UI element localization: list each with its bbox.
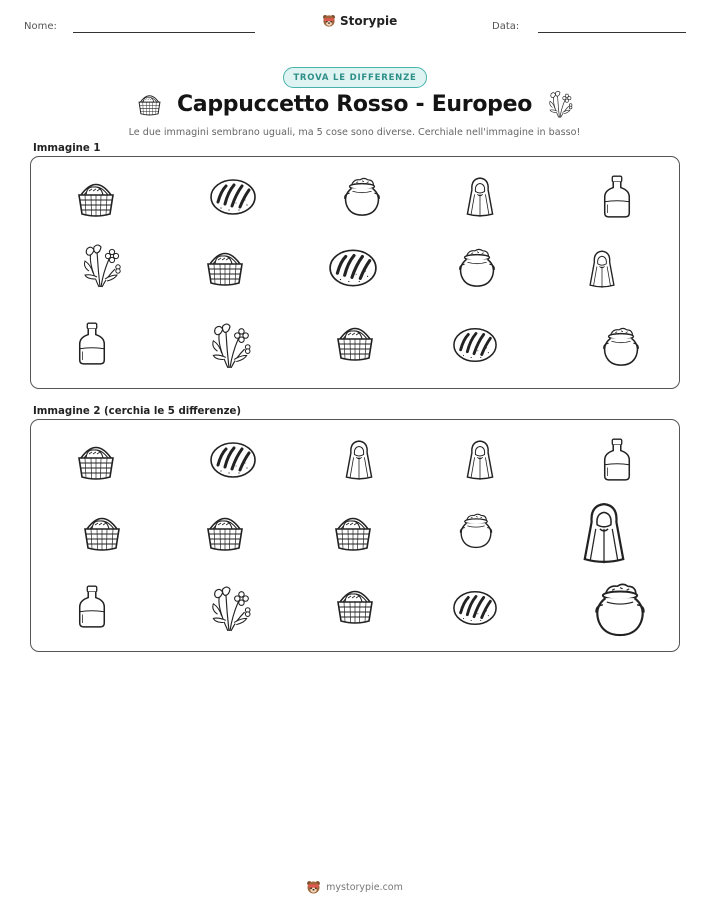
name-label: Nome: [24, 21, 57, 32]
cloak-icon[interactable] [341, 436, 377, 484]
bottle-icon[interactable] [600, 436, 634, 484]
basket-icon[interactable] [331, 508, 375, 556]
flowers-icon [546, 90, 574, 120]
pot-icon [341, 175, 383, 219]
basket-icon [203, 243, 247, 291]
basket-icon[interactable] [203, 508, 247, 556]
basket-icon [74, 175, 118, 221]
bottle-icon[interactable] [75, 582, 109, 632]
panel-a-label: Immagine 1 [33, 143, 101, 154]
instructions: Le due immagini sembrano uguali, ma 5 cose sono diverse. Cerchiale nell'immagine in basso! [128, 127, 581, 138]
cloak-icon[interactable] [462, 436, 498, 484]
brand-name: Storypie [340, 14, 398, 28]
basket-icon[interactable] [333, 582, 377, 628]
image-panel-modified[interactable] [30, 419, 680, 652]
bread-icon[interactable] [209, 440, 257, 480]
basket-icon[interactable] [80, 508, 124, 556]
panel-b-label: Immagine 2 (cerchia le 5 differenze) [33, 406, 242, 417]
bread-icon[interactable] [452, 588, 498, 628]
flowers-icon [79, 243, 123, 291]
basket-icon [333, 319, 377, 365]
pot-icon [600, 323, 642, 371]
flowers-icon[interactable] [207, 585, 253, 635]
date-label: Data: [492, 21, 520, 32]
activity-badge: TROVA LE DIFFERENZE [283, 67, 427, 88]
date-line[interactable] [538, 32, 686, 33]
cloak-icon [585, 245, 619, 293]
bottle-icon [75, 319, 109, 369]
cloak-icon[interactable] [576, 500, 632, 566]
footer [0, 880, 709, 895]
brand-logo [322, 14, 397, 28]
footer-url[interactable]: mystorypie.com [326, 882, 403, 893]
bread-icon [452, 325, 498, 365]
bread-icon [328, 247, 378, 289]
pot-icon[interactable] [591, 578, 649, 642]
pot-icon[interactable] [457, 510, 495, 552]
cloak-icon [462, 173, 498, 221]
bread-icon [209, 177, 257, 217]
flowers-icon [207, 322, 253, 372]
pot-icon [456, 245, 498, 291]
basket-icon[interactable] [74, 438, 118, 484]
bear-logo-icon [322, 14, 336, 28]
bottle-icon [600, 173, 634, 221]
image-panel-original [30, 156, 680, 389]
bear-logo-icon [306, 880, 321, 895]
page-title: Cappuccetto Rosso - Europeo [176, 92, 533, 117]
name-line[interactable] [73, 32, 255, 33]
